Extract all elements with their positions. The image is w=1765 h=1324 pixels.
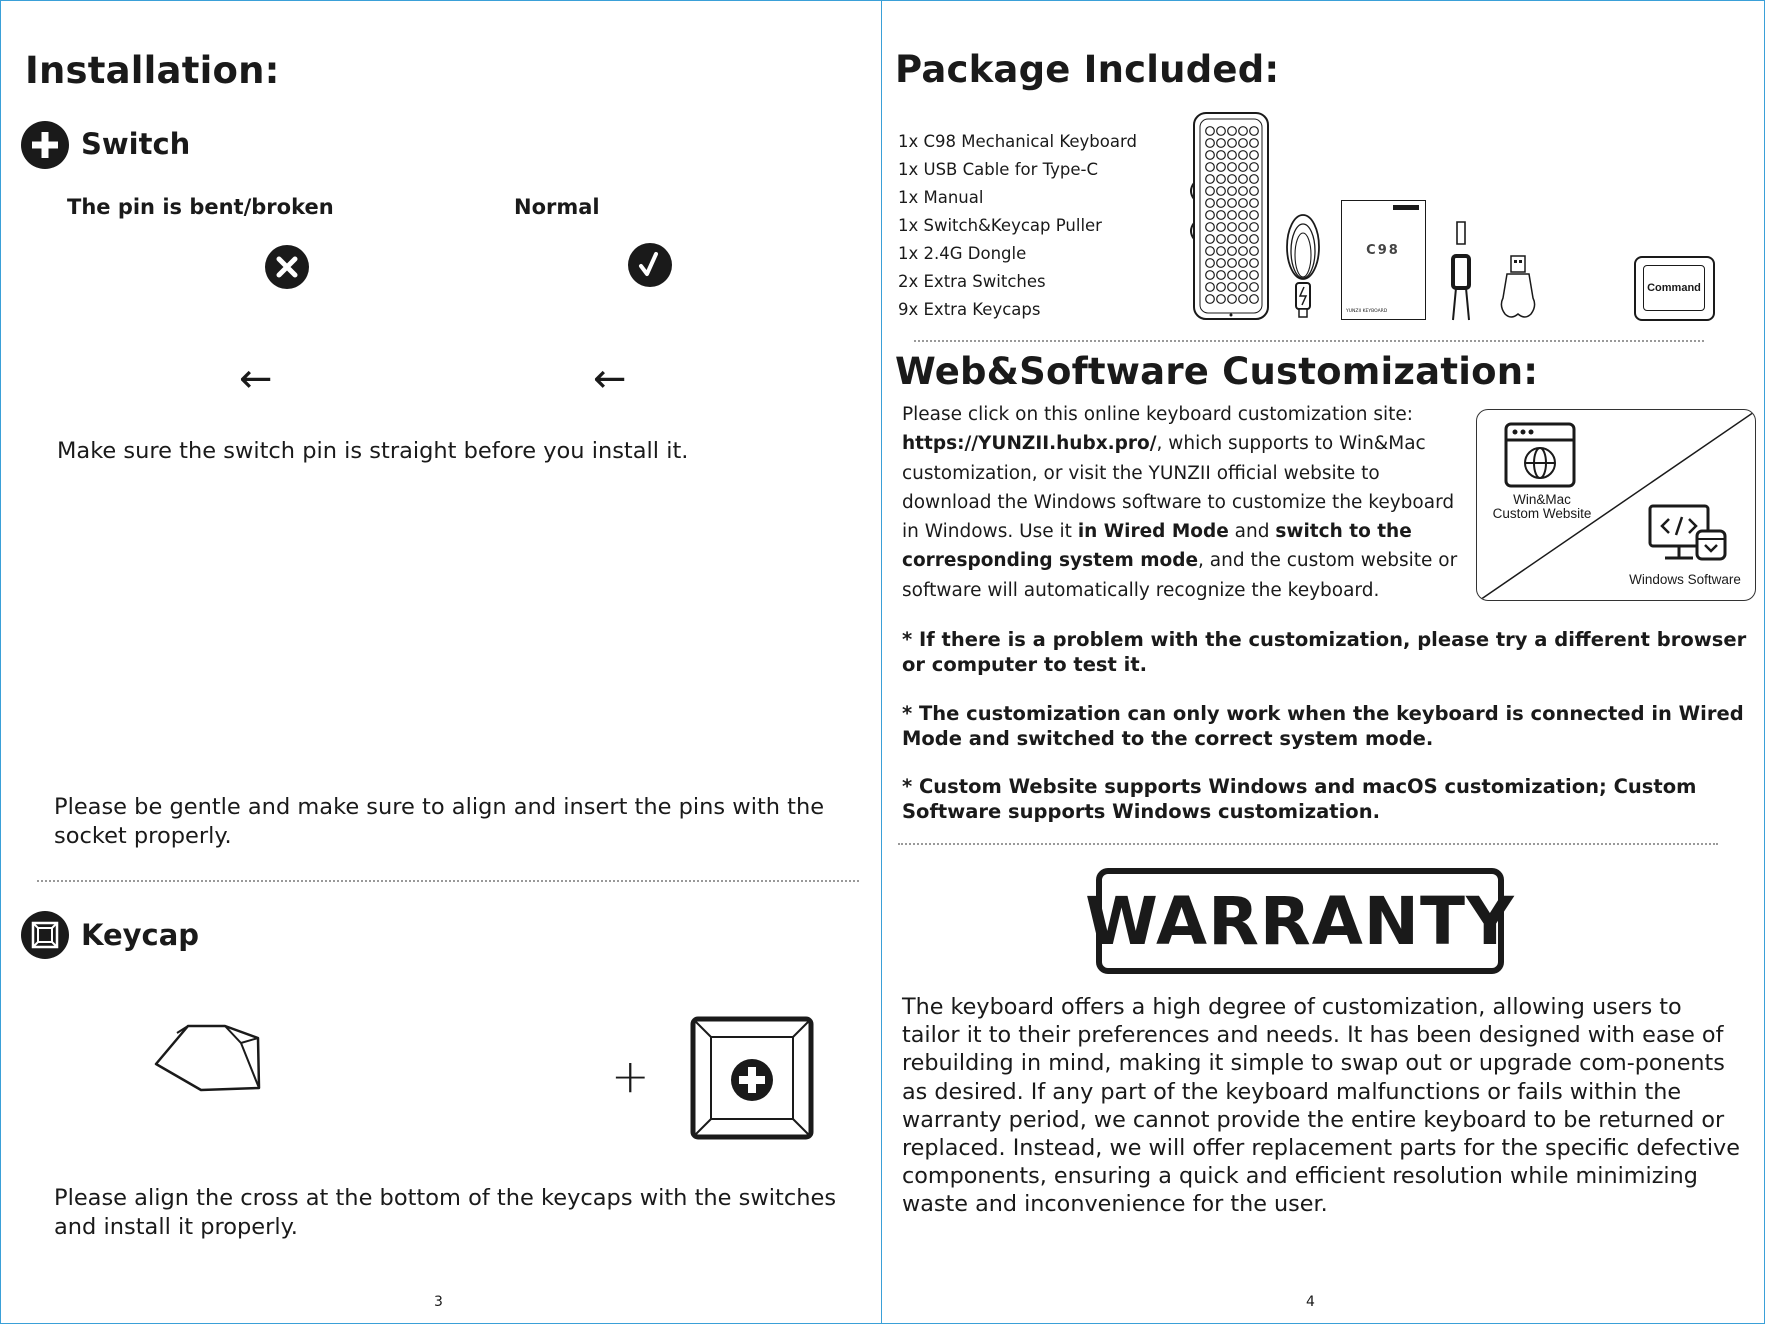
list-item: 2x Extra Switches (898, 272, 1046, 291)
switch-instruction-1: Make sure the switch pin is straight before you install it. (57, 438, 689, 464)
list-item: 1x Switch&Keycap Puller (898, 216, 1102, 235)
keycap-puller-illustration (1448, 220, 1474, 326)
para-text: Please click on this online keyboard customization site: (902, 404, 1413, 425)
dongle-illustration (1495, 254, 1541, 326)
para-text: , and the custom website or software will automatically recognize the keyboard. (902, 550, 1458, 601)
list-item: 1x C98 Mechanical Keyboard (898, 132, 1137, 151)
para-text: and (1228, 521, 1276, 543)
keycap-command-label: Command (1647, 282, 1701, 294)
manual-logo: C98 (1366, 243, 1400, 258)
keycap-instruction: Please align the cross at the bottom of the keycaps with the switches and install it properly. (54, 1185, 837, 1240)
keyboard-illustration (1188, 111, 1274, 325)
software-code-icon (1647, 503, 1727, 567)
plus-sign: + (611, 1049, 650, 1103)
section-divider (37, 880, 859, 882)
customization-note-3: * Custom Website supports Windows and macOS customization; Custom Software supports Windows customization. (902, 775, 1697, 823)
customization-options-box (1476, 409, 1756, 601)
keycap-heading: Keycap (81, 918, 200, 952)
list-item: 1x USB Cable for Type-C (898, 160, 1099, 179)
manual-page-3 (0, 0, 882, 1324)
customization-note-1: * If there is a problem with the customization, please try a different browser or computer to test it. (902, 628, 1747, 676)
list-item: 1x Manual (898, 188, 984, 207)
page-number: 3 (434, 1294, 443, 1310)
list-item: 1x 2.4G Dongle (898, 244, 1027, 263)
customization-url-link[interactable]: https://YUNZII.hubx.pro/ (902, 433, 1157, 455)
software-option-label: Windows Software (1629, 572, 1741, 587)
page-number: 4 (1306, 1294, 1315, 1310)
manual-brand-text: YUNZII KEYBOARD (1346, 309, 1388, 314)
website-option-label: Win&Mac Custom Website (1492, 492, 1592, 521)
para-text: , which supports to Win&Mac customization, or visit the YUNZII official website to download the Windows software to customize the keyboard in Windows. Use it (902, 433, 1455, 543)
warranty-title: WARRANTY (1085, 882, 1515, 960)
plus-circle-icon (21, 121, 69, 169)
installation-title: Installation: (25, 49, 280, 92)
keycap-top-illustration (690, 1016, 814, 1144)
para-bold-text: switch to the corresponding system mode (902, 521, 1412, 572)
browser-globe-icon (1504, 422, 1576, 492)
package-title: Package Included: (895, 48, 1280, 91)
check-circle-icon (627, 242, 673, 292)
arrow-left-icon: ← (239, 356, 273, 402)
warranty-banner (1085, 868, 1515, 974)
switch-instruction-2: Please be gentle and make sure to align and insert the pins with the socket properly. (54, 794, 825, 849)
customization-paragraph (902, 400, 1462, 605)
usb-cable-illustration (1283, 209, 1323, 325)
section-divider (914, 340, 1704, 342)
keycap-side-illustration (151, 1019, 263, 1098)
warranty-paragraph: The keyboard offers a high degree of customization, allowing users to tailor it to their preferences and needs. It has been designed with ease of rebuilding in mind, making it simple to swap out or upgrade com-ponents as desired. If any part of the keyboard malfunctions or fails within the warranty period, we cannot provide the entire keyboard to be returned or replaced. Instead, we will offer replacement parts for the specific defective components, ensuring a quick and efficient resolution while minimizing waste and inconvenience for the user. (902, 994, 1740, 1218)
x-circle-icon (264, 244, 310, 294)
arrow-left-icon: ← (593, 356, 627, 402)
keycap-icon (21, 911, 69, 959)
package-list (898, 128, 1158, 324)
manual-page-4 (881, 0, 1765, 1324)
customization-note-2: * The customization can only work when the keyboard is connected in Wired Mode and switched to the correct system mode. (902, 702, 1744, 750)
extra-keycap-illustration (1634, 256, 1715, 321)
web-software-title: Web&Software Customization: (895, 350, 1539, 393)
bent-pin-label: The pin is bent/broken (67, 195, 334, 219)
switch-heading: Switch (81, 127, 191, 161)
section-divider (898, 843, 1718, 845)
manual-illustration (1341, 200, 1426, 320)
para-bold-text: in Wired Mode (1077, 521, 1229, 543)
normal-pin-label: Normal (514, 195, 600, 219)
list-item: 9x Extra Keycaps (898, 300, 1041, 319)
